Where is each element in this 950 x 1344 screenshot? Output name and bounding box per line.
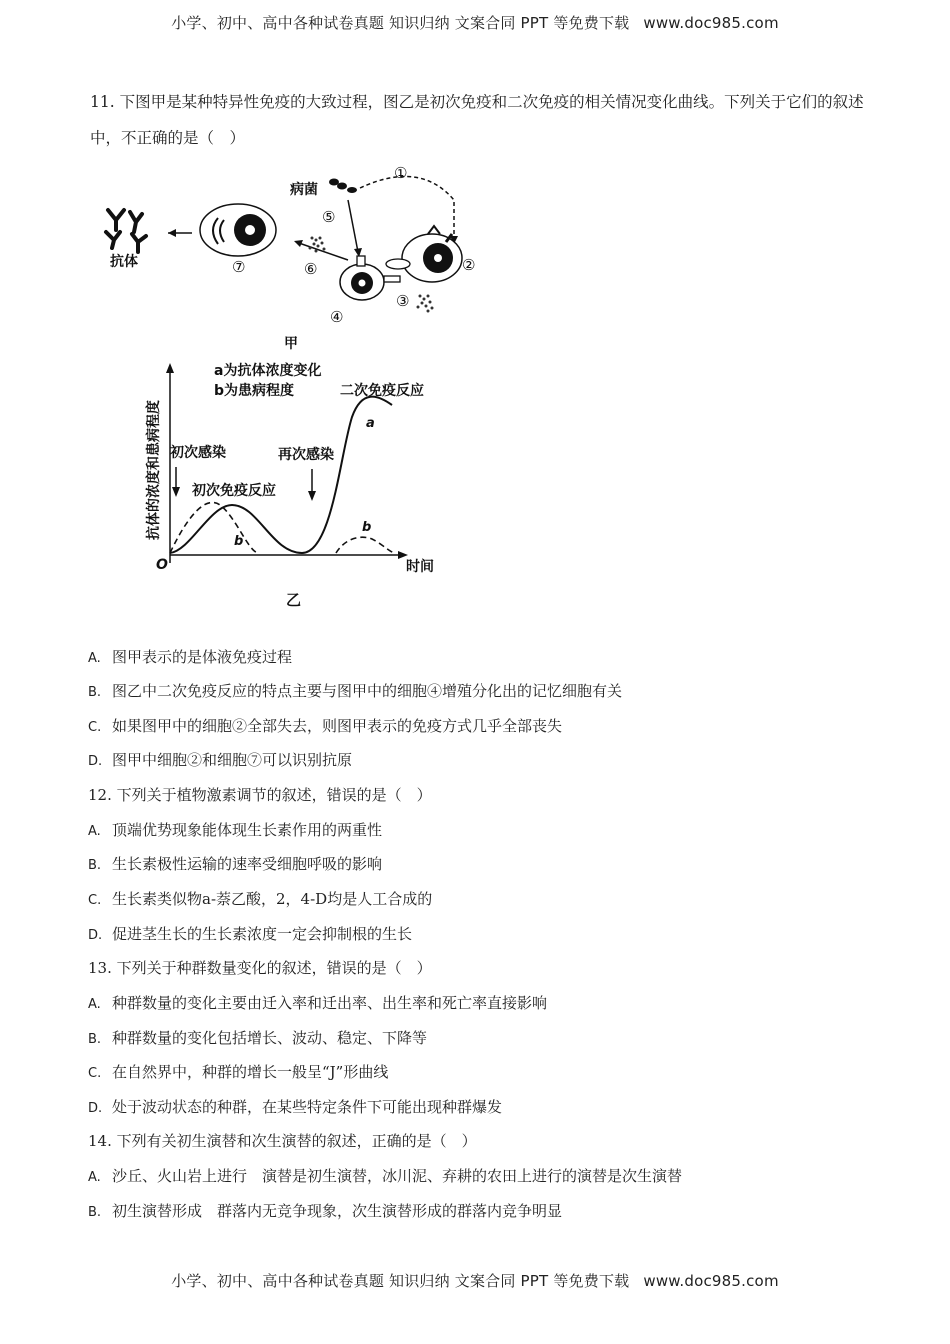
reinfection-label: 再次感染 [278,447,334,463]
marker-7: ⑦ [232,258,246,276]
first-infection-label: 初次感染 [170,445,226,461]
t-cell-2-icon [386,226,462,282]
figure-jia-caption: 甲 [284,336,298,350]
curve-b-label-second: b [362,520,372,535]
question-13-stem: 13. 下列关于种群数量变化的叙述，错误的是（ ） [88,959,432,977]
lymphokine-cluster-icon [417,295,434,313]
q14-option-b[interactable]: B. 初生演替形成 群落内无竞争现象，次生演替形成的群落内竞争明显 [88,1202,563,1220]
header-banner [0,12,950,33]
pathogen-label: 病菌 [290,182,318,198]
antibody-icon [106,210,146,252]
q11-option-c[interactable]: C. 如果图甲中的细胞②全部失去，则图甲表示的免疫方式几乎全部丧失 [88,717,563,735]
q12-option-d[interactable]: D. 促进茎生长的生长素浓度一定会抑制根的生长 [88,925,413,943]
question-12-stem: 12. 下列关于植物激素调节的叙述，错误的是（ ） [88,786,432,804]
antibody-label: 抗体 [110,254,138,270]
marker-3: ③ [396,292,410,310]
pathogen-icon [329,179,357,194]
q11-option-d[interactable]: D. 图甲中细胞②和细胞⑦可以识别抗原 [88,751,353,769]
marker-6: ⑥ [304,260,318,278]
origin-label: O [156,557,168,573]
banner-text: 小学、初中、高中各种试卷真题 知识归纳 文案合同 PPT 等免费下载 [171,14,630,32]
marker-5: ⑤ [322,208,336,226]
question-14-stem: 14. 下列有关初生演替和次生演替的叙述，正确的是（ ） [88,1132,477,1150]
figure-yi-caption: 乙 [286,591,302,609]
legend-b: b为患病程度 [214,383,295,399]
marker-1: ① [394,164,408,182]
figure-yi [140,355,470,620]
curve-a [170,397,392,553]
q11-option-b[interactable]: B. 图乙中二次免疫反应的特点主要与图甲中的细胞④增殖分化出的记忆细胞有关 [88,682,623,700]
second-response-label: 二次免疫反应 [340,383,424,399]
figure-jia [90,160,510,350]
question-11-stem: 11. 下图甲是某种特异性免疫的大致过程，图乙是初次免疫和二次免疫的相关情况变化曲线。下列关于它们的叙述中，不正确的是（ ） [90,93,864,147]
curve-a-label: a [366,416,375,431]
q12-option-b[interactable]: B. 生长素极性运输的速率受细胞呼吸的影响 [88,855,383,873]
q12-option-c[interactable]: C. 生长素类似物a-萘乙酸，2，4-D均是人工合成的 [88,890,433,908]
q11-option-a[interactable]: A. 图甲表示的是体液免疫过程 [88,648,293,666]
legend-a: a为抗体浓度变化 [214,363,322,379]
curve-b-label-first: b [234,534,244,549]
banner-url[interactable]: www.doc985.com [643,14,779,32]
q13-option-a[interactable]: A. 种群数量的变化主要由迁入率和迁出率、出生率和死亡率直接影响 [88,994,548,1012]
first-response-label: 初次免疫反应 [192,483,276,499]
q14-option-a[interactable]: A. 沙丘、火山岩上进行 演替是初生演替，冰川泥、弃耕的农田上进行的演替是次生演替 [88,1167,683,1185]
q13-option-d[interactable]: D. 处于波动状态的种群，在某些特定条件下可能出现种群爆发 [88,1098,503,1116]
y-axis-label: 抗体的浓度和患病程度 [146,400,162,540]
x-axis-label: 时间 [406,559,434,575]
antigen-cluster-icon [309,237,326,253]
marker-4: ④ [330,308,344,326]
footer-banner-url[interactable]: www.doc985.com [643,1272,779,1290]
marker-2: ② [462,256,476,274]
footer-banner-text: 小学、初中、高中各种试卷真题 知识归纳 文案合同 PPT 等免费下载 [171,1272,630,1290]
q13-option-c[interactable]: C. 在自然界中，种群的增长一般呈“J”形曲线 [88,1063,389,1081]
footer-banner [0,1270,950,1291]
plasma-cell-7-icon [200,204,276,256]
curve-b-second [336,537,396,553]
q12-option-a[interactable]: A. 顶端优势现象能体现生长素作用的两重性 [88,821,383,839]
q13-option-b[interactable]: B. 种群数量的变化包括增长、波动、稳定、下降等 [88,1029,428,1047]
